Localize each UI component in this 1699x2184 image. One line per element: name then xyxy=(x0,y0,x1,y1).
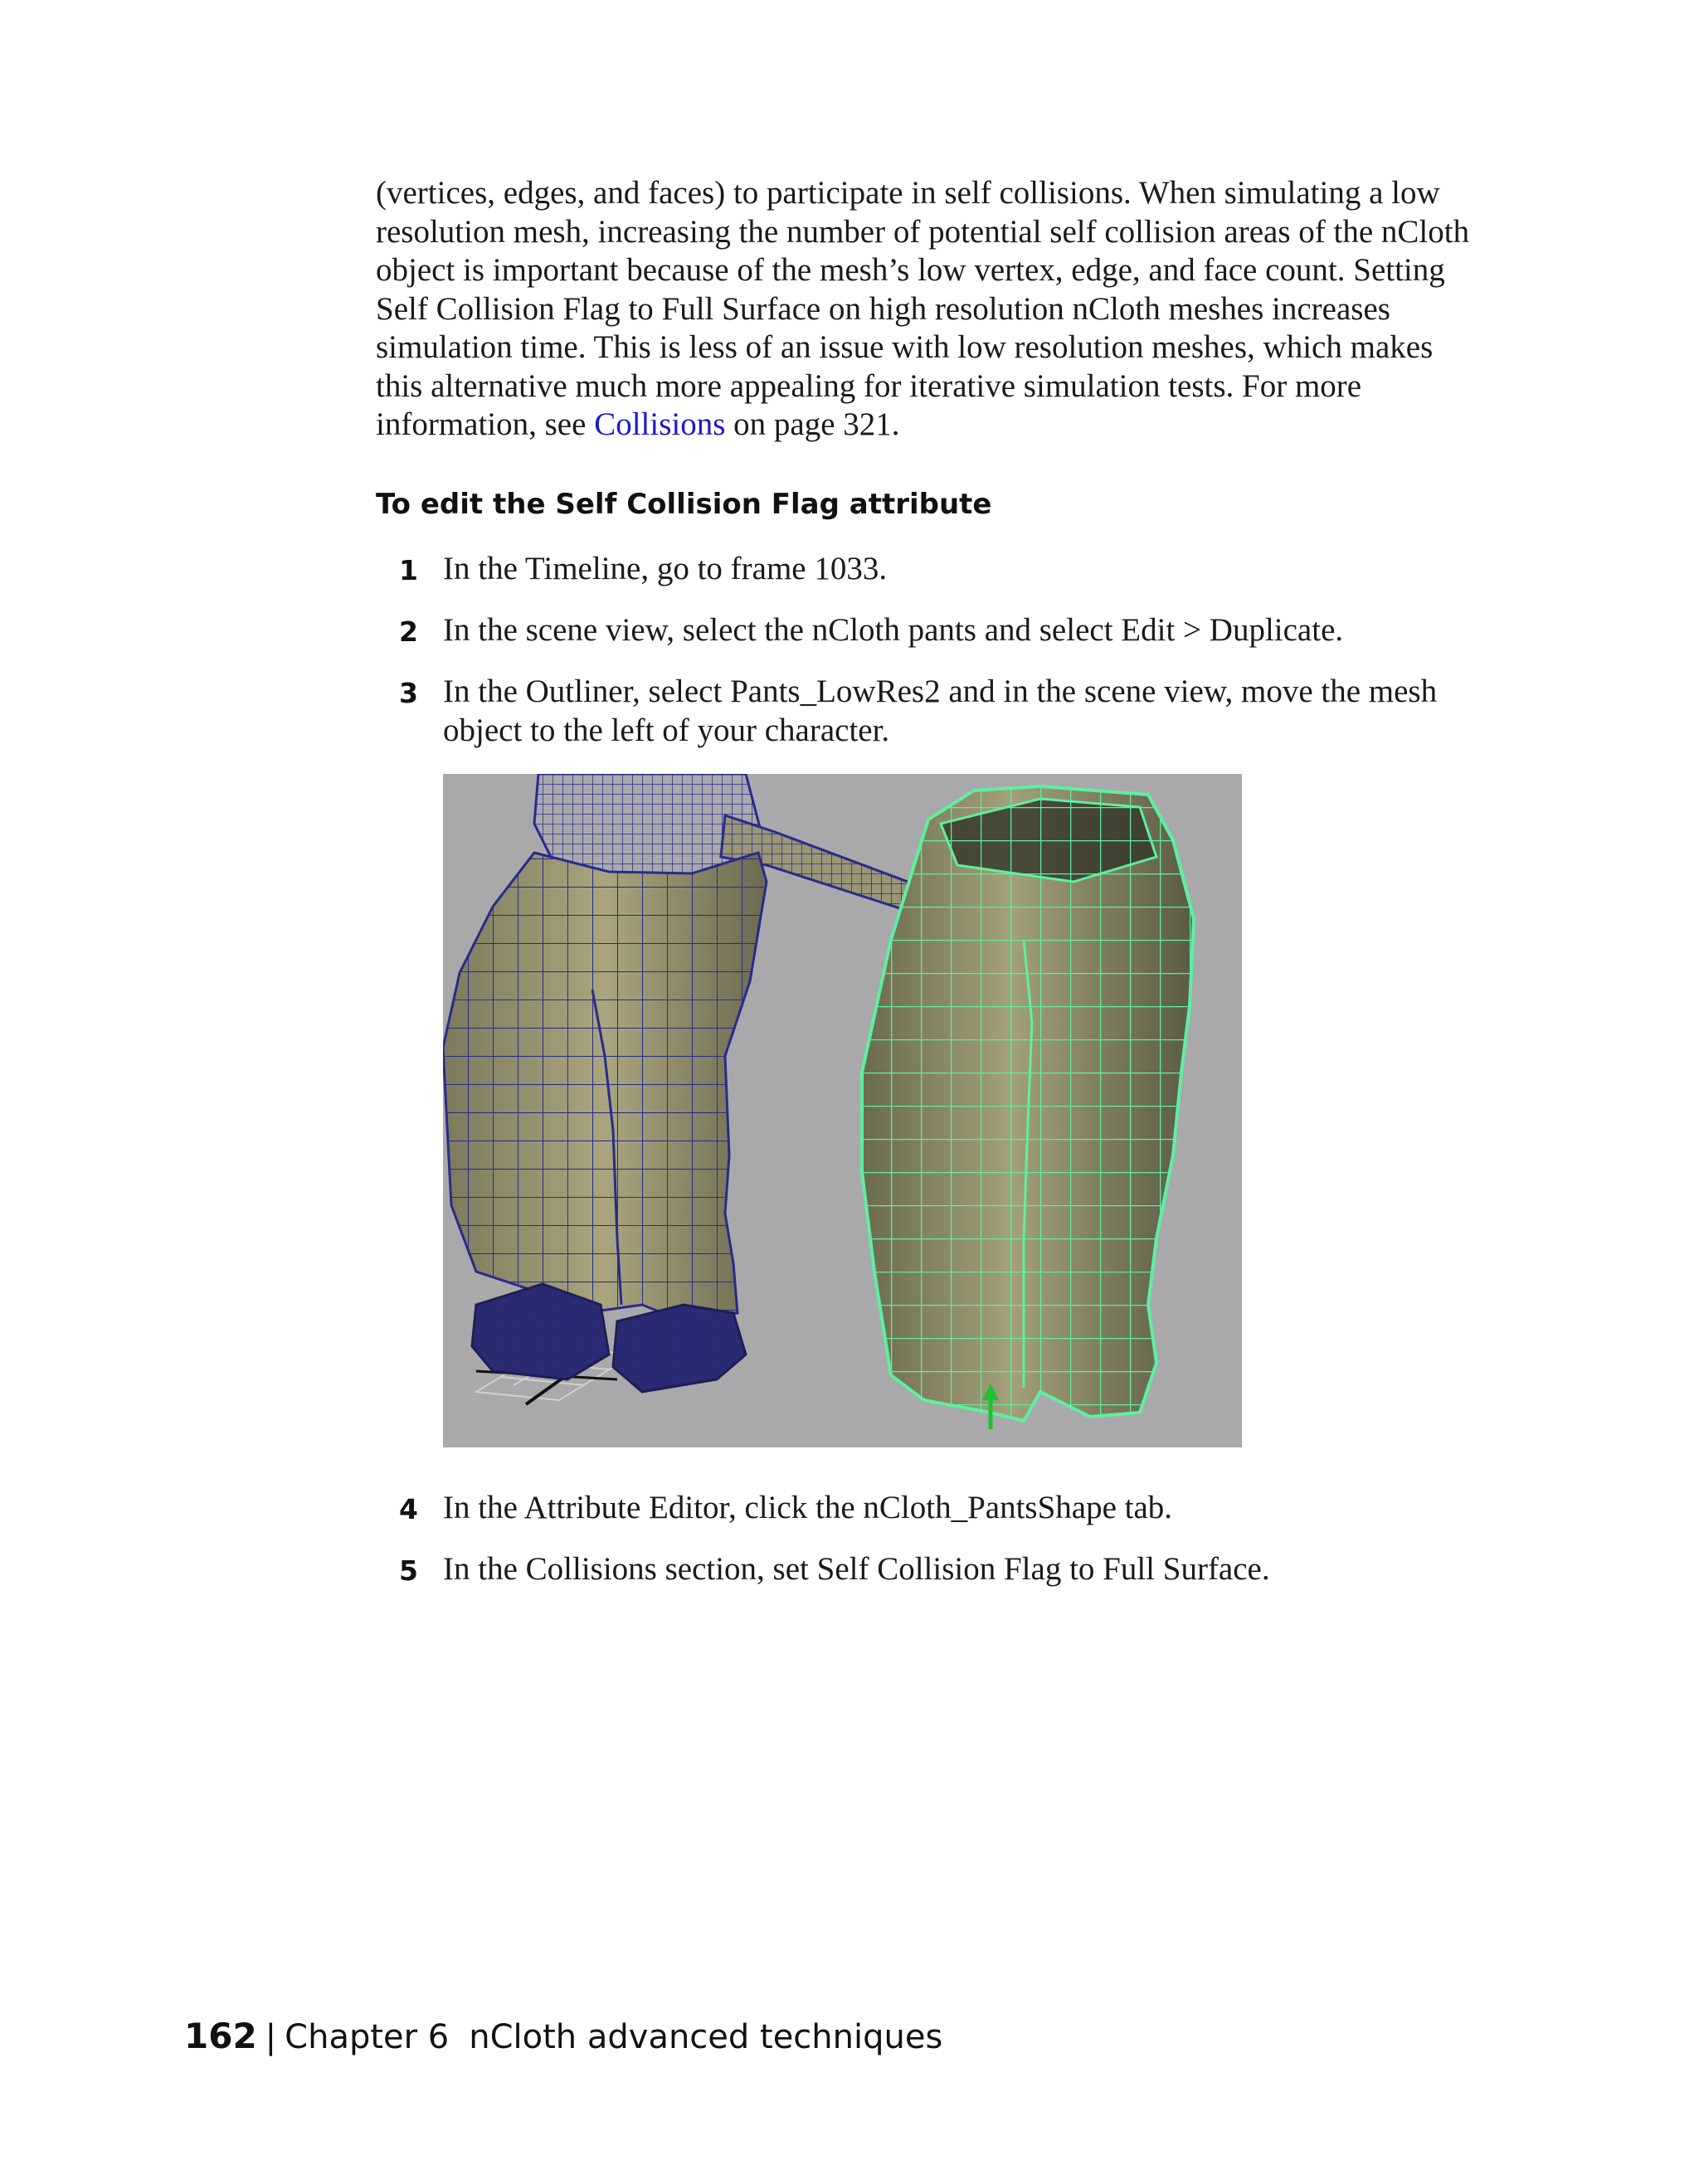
chapter-label: Chapter 6 xyxy=(285,2018,450,2056)
footer-separator: | xyxy=(265,2018,277,2056)
step-number: 3 xyxy=(399,677,418,709)
step-text: In the scene view, select the nCloth pants and select Edit > Duplicate. xyxy=(443,612,1344,648)
intro-text: (vertices, edges, and faces) to participate in self collisions. When simulating a low resolution mesh, increasing the number of potential self collision areas of the nCloth object is important because of the mesh’s low vertex, edge, and face count. Setting Self Collision Flag to Full Surface on high resolution nCloth meshes increases simulation time. This is less of an issue with low resolution meshes, which makes this alternative much more appealing for iterative simulation tests. For more information, see xyxy=(376,175,1470,442)
collisions-link[interactable]: Collisions xyxy=(594,406,726,442)
scene-view-figure xyxy=(443,774,1242,1447)
intro-text-end: on page 321. xyxy=(725,406,900,442)
step-text: In the Timeline, go to frame 1033. xyxy=(443,551,888,586)
scene-view-image xyxy=(443,774,1242,1447)
step-text: In the Outliner, select Pants_LowRes2 and in the scene view, move the mesh object to the left of your character. xyxy=(443,674,1438,748)
step-number: 5 xyxy=(399,1554,418,1587)
step-number: 2 xyxy=(399,615,418,648)
step-number: 4 xyxy=(399,1493,418,1525)
procedure-heading: To edit the Self Collision Flag attribute xyxy=(376,488,992,521)
page-footer xyxy=(184,2016,942,2058)
step-text: In the Collisions section, set Self Collision Flag to Full Surface. xyxy=(443,1551,1270,1587)
chapter-title: nCloth advanced techniques xyxy=(469,2018,943,2056)
step-number: 1 xyxy=(399,554,418,586)
intro-paragraph xyxy=(376,174,1471,445)
step-text: In the Attribute Editor, click the nCloth_PantsShape tab. xyxy=(443,1490,1173,1525)
page-number: 162 xyxy=(184,2016,257,2056)
